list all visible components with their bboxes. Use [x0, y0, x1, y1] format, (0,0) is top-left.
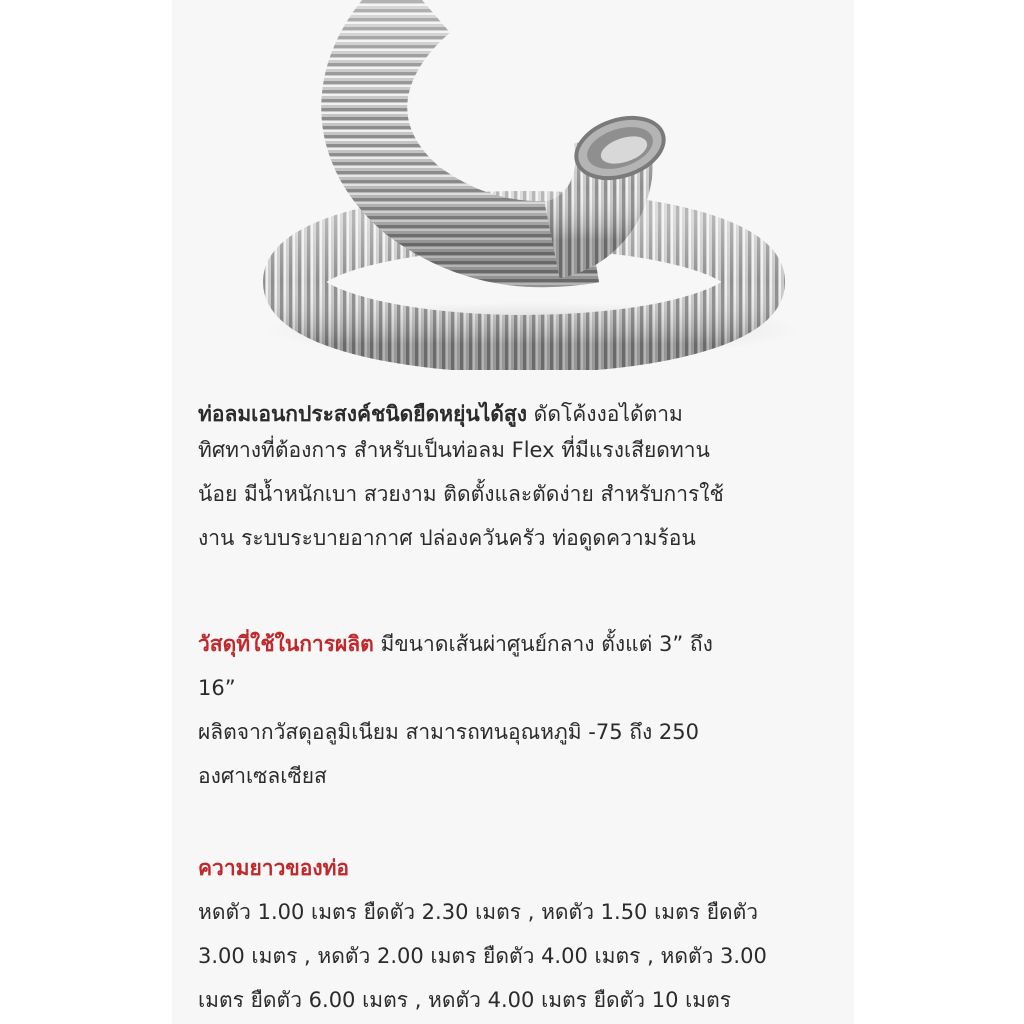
length-heading: ความยาวของท่อ [198, 856, 350, 880]
material-line-2: 16” [198, 676, 236, 700]
material-heading: วัสดุที่ใช้ในการผลิต [198, 632, 374, 656]
material-line-4: องศาเซลเซียส [198, 764, 327, 788]
length-line-1: หดตัว 1.00 เมตร ยืดตัว 2.30 เมตร , หดตัว 1.50 เมตร ยืดตัว [198, 900, 759, 924]
description-line-3: น้อย มีน้ำหนักเบา สวยงาม ติดตั้งและตัดง่าย สำหรับการใช้ [198, 482, 724, 506]
length-line-2: 3.00 เมตร , หดตัว 2.00 เมตร ยืดตัว 4.00 เมตร , หดตัว 3.00 [198, 944, 767, 968]
description-line-1-text: ดัดโค้งงอได้ตาม [527, 402, 683, 426]
description-heading: ท่อลมเอนกประสงค์ชนิดยืดหยุ่นได้สูง [198, 402, 527, 426]
length-line-3: เมตร ยืดตัว 6.00 เมตร , หดตัว 4.00 เมตร ยืดตัว 10 เมตร [198, 988, 732, 1012]
material-section [198, 626, 713, 802]
product-description-panel [172, 0, 854, 1024]
material-line-1-text: มีขนาดเส้นผ่าศูนย์กลาง ตั้งแต่ 3” ถึง [373, 632, 713, 656]
description-line-2: ทิศทางที่ต้องการ สำหรับเป็นท่อลม Flex ที่มีแรงเสียดทาน [198, 438, 710, 462]
flexible-aluminum-duct-image [172, 0, 854, 370]
description-line-1 [198, 396, 724, 432]
description-line-4: งาน ระบบระบายอากาศ ปล่องควันครัว ท่อดูดความร้อน [198, 526, 696, 550]
material-line-3: ผลิตจากวัสดุอลูมิเนียม สามารถทนอุณหภูมิ -75 ถึง 250 [198, 720, 699, 744]
material-line-1 [198, 626, 713, 670]
description-section [198, 396, 724, 564]
length-section [198, 850, 767, 1024]
